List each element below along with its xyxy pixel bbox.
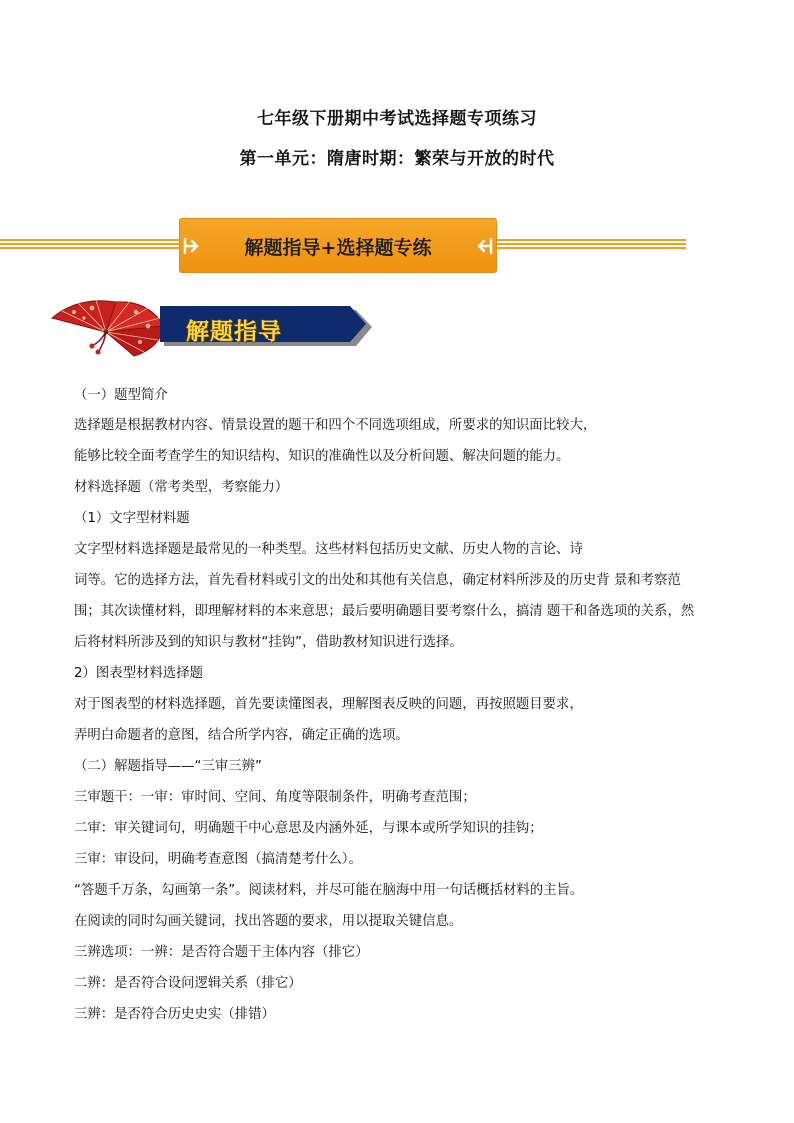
text-line: 二审：审关键词句，明确题干中心意思及内涵外延，与课本或所学知识的挂钩； [74,821,543,836]
text-line: 选择题是根据教材内容、情景设置的题干和四个不同选项组成，所要求的知识面比较大， [74,418,597,433]
text-line: 三审题干：一审：审时间、空间、角度等限制条件，明确考查范围； [74,790,476,805]
arrow-left-icon [476,233,494,259]
text-line: 文字型材料选择题是最常见的一种类型。这些材料包括历史文献、历史人物的言论、诗 [74,542,583,557]
text-line: 三辨：是否符合历史史实（排错） [74,1007,275,1022]
text-line: 词等。它的选择方法，首先看材料或引文的出处和其他有关信息，确定材料所涉及的历史背 景和考察范 [74,573,681,588]
text-line: （二）解题指导——“三审三辨” [74,759,262,774]
text-line: 弄明白命题者的意图，结合所学内容，确定正确的选项。 [74,728,409,743]
text-line: 二辨：是否符合设问逻辑关系（排它） [74,976,302,991]
banner-decor-lines-left [0,239,180,249]
page-title: 七年级下册期中考试选择题专项练习 [257,109,537,129]
text-line: 围；其次读懂材料，即理解材料的本来意思；最后要明确题目要考察什么，搞清 题干和备选项的关系，然 [74,604,695,619]
text-line: 三辨选项：一辨：是否符合题干主体内容（排它） [74,945,369,960]
section-heading: 解题指导 [186,319,282,345]
text-line: 2）图表型材料选择题 [74,666,204,681]
page-subtitle: 第一单元：隋唐时期：繁荣与开放的时代 [239,149,555,169]
folding-fan-icon [48,296,166,358]
section-heading-tag [160,306,374,348]
text-line: “答题千万条，勾画第一条”。阅读材料，并尽可能在脑海中用一句话概括材料的主旨。 [74,883,584,898]
text-line: 对于图表型的材料选择题，首先要读懂图表，理解图表反映的问题，再按照题目要求， [74,697,583,712]
text-line: （1）文字型材料题 [74,511,190,526]
text-line: 三审：审设问，明确考查意图（搞清楚考什么）。 [74,852,362,867]
text-line: 材料选择题（常考类型，考察能力） [74,480,289,495]
banner-label: 解题指导+选择题专练 [244,237,432,259]
text-line: 在阅读的同时勾画关键词，找出答题的要求，用以提取关键信息。 [74,914,463,929]
text-line: 能够比较全面考查学生的知识结构、知识的准确性以及分析问题、解决问题的能力。 [74,449,570,464]
section-banner [179,218,497,273]
text-line: （一）题型简介 [74,388,168,403]
text-line: 后将材料所涉及到的知识与教材“挂钩”，借助教材知识进行选择。 [74,635,463,650]
banner-decor-lines-right [496,239,686,249]
